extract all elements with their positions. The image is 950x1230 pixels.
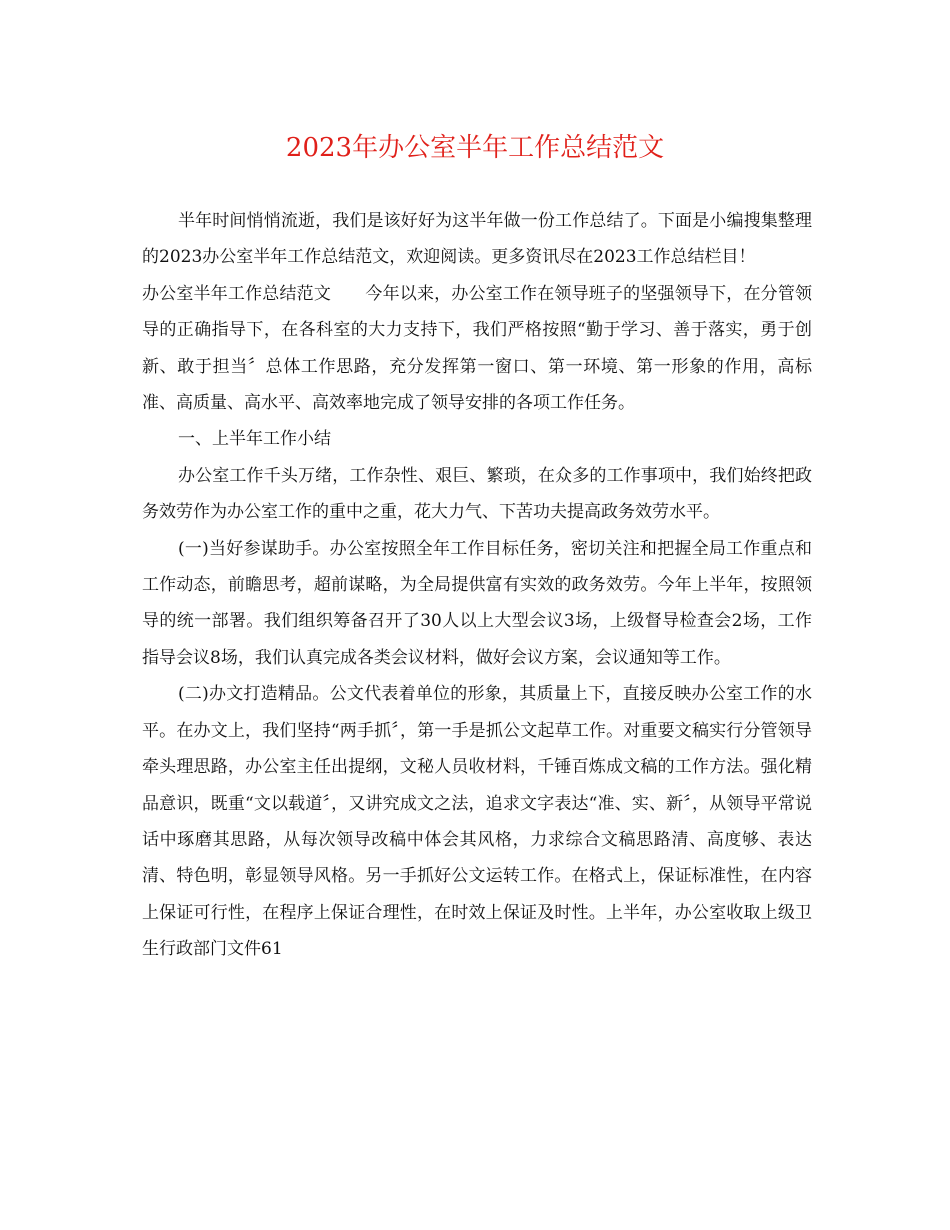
document-title: 2023年办公室半年工作总结范文 [285, 133, 665, 163]
paragraph-office-work: 办公室工作千头万绪，工作杂性、艰巨、繁琐，在众多的工作事项中，我们始终把政务效劳作为办公室工作的重中之重，花大力气、下苦功夫提高政务效劳水平。 [142, 465, 812, 523]
paragraph-document-quality: (二)办文打造精品。公文代表着单位的形象，其质量上下，直接反映办公室工作的水平。在办文上，我们坚持“两手抓〞，第一手是抓公文起草工作。对重要文稿实行分管领导牵头理思路，办公室主任出提纲，文秘人员收材料，千锤百炼成文稿的工作方法。强化精品意识，既重“文以载道〞，又讲究成文之法，追求文字表达“准、实、新〞，从领导平常说话中琢磨其思路，从每次领导改稿中体会其风格，力求综合文稿思路清、高度够、表达清、特色明，彰显领导风格。另一手抓好公文运转工作。在格式上，保证标准性，在内容上保证可行性，在程序上保证合理性，在时效上保证及时性。上半年，办公室收取上级卫生行政部门文件61 [142, 684, 812, 960]
section-heading-first-half-summary: 一、上半年工作小结 [178, 429, 331, 450]
paragraph-intro: 半年时间悄悄流逝，我们是该好好为这半年做一份工作总结了。下面是小编搜集整理的2023办公室半年工作总结范文，欢迎阅读。更多资讯尽在2023工作总结栏目！ [142, 211, 812, 268]
paragraph-summary-opening: 办公室半年工作总结范文 今年以来，办公室工作在领导班子的坚强领导下，在分管领导的正确指导下，在各科室的大力支持下，我们严格按照“勤于学习、善于落实，勇于创新、敢于担当〞总体工作思路，充分发挥第一窗口、第一环境、第一形象的作用，高标准、高质量、高水平、高效率地完成了领导安排的各项工作任务。 [142, 283, 812, 414]
paragraph-advisor-assistant: (一)当好参谋助手。办公室按照全年工作目标任务，密切关注和把握全局工作重点和工作动态，前瞻思考，超前谋略，为全局提供富有实效的政务效劳。今年上半年，按照领导的统一部署。我们组织筹备召开了30人以上大型会议3场，上级督导检查会2场，工作指导会议8场，我们认真完成各类会议材料，做好会议方案，会议通知等工作。 [142, 538, 812, 668]
document-body [142, 203, 812, 968]
